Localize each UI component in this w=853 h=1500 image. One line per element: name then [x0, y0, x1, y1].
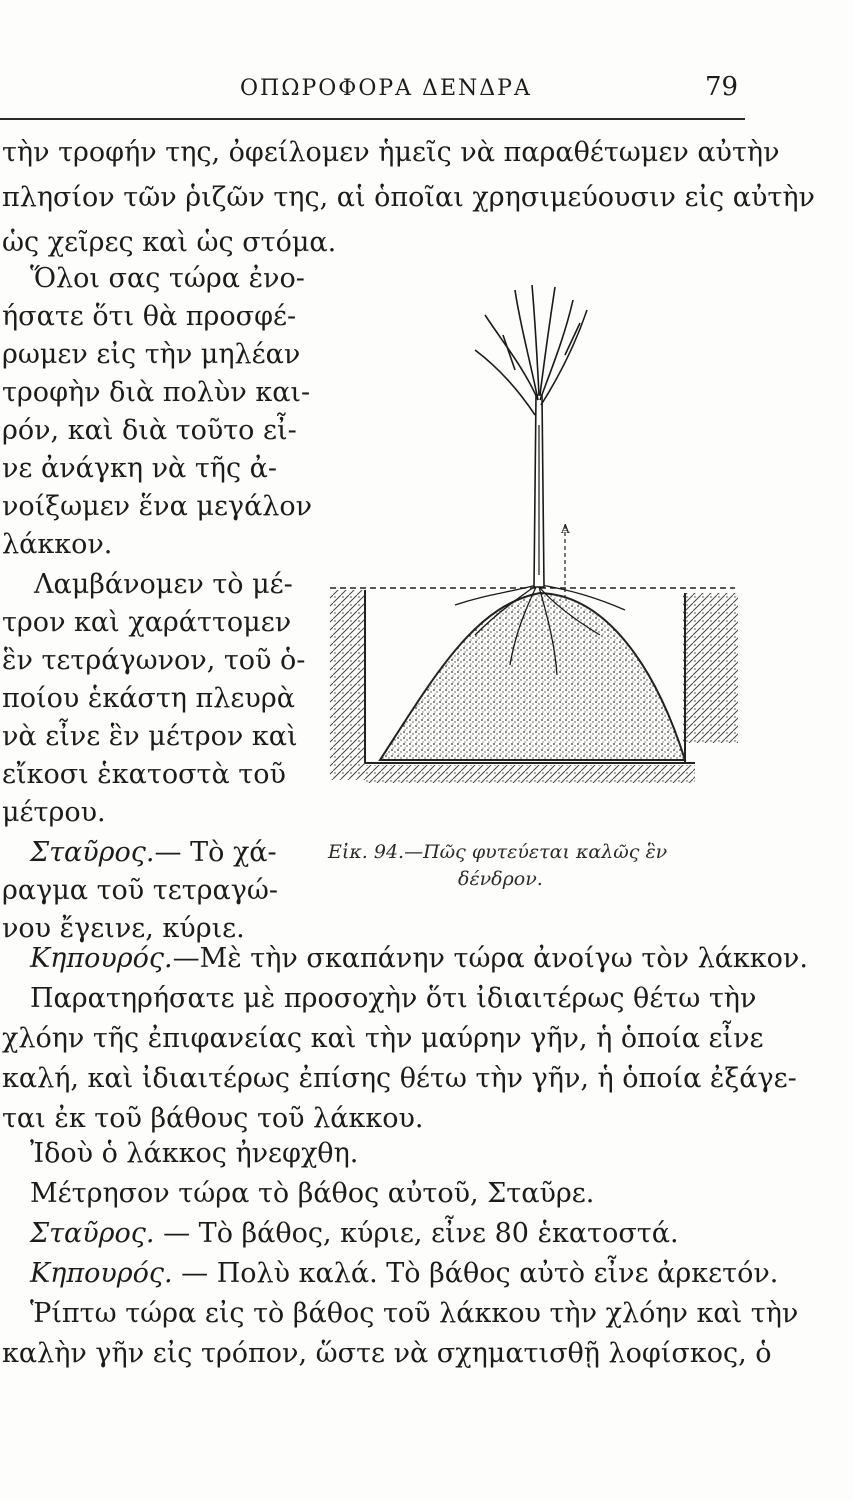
text-line: ται ἐκ τοῦ βάθους τοῦ λάκκου. — [2, 1103, 424, 1134]
text-line: μέτρου. — [2, 797, 106, 828]
text-line: τρον καὶ χαράττομεν — [2, 607, 292, 638]
text-line: νοίξωμεν ἕνα μεγάλον — [2, 491, 313, 522]
soil-mound — [380, 593, 685, 760]
text-line: Ῥίπτω τώρα εἰς τὸ βάθος τοῦ λάκκου τὴν χλόην καὶ τὴν — [30, 1298, 799, 1329]
text-line: ραγμα τοῦ τετραγώ- — [2, 875, 279, 906]
header-rule — [0, 118, 745, 120]
figure-label: A — [561, 522, 570, 536]
dialogue-text: — Τὸ χά- — [154, 837, 277, 868]
text-line: Ἰδοὺ ὁ λάκκος ἠνεφχθη. — [30, 1138, 359, 1169]
dialogue-line — [30, 942, 808, 976]
text-line: τὴν τροφήν της, ὀφείλομεν ἡμεῖς νὰ παραθέτωμεν αὐτὴν — [2, 137, 780, 168]
tree-branches — [475, 285, 587, 415]
speaker-name: Σταῦρος. — [30, 1218, 155, 1249]
dialogue-line — [30, 1217, 679, 1251]
figure-caption: Εἰκ. 94.—Πῶς φυτεύεται καλῶς ἓν — [328, 841, 668, 863]
text-line: εἴκοσι ἑκατοστὰ τοῦ — [2, 759, 286, 790]
speaker-name: Κηπουρός. — [30, 943, 173, 974]
text-line: ὡς χεῖρες καὶ ὡς στόμα. — [2, 227, 337, 258]
text-line: νὰ εἶνε ἓν μέτρον καὶ — [2, 721, 298, 752]
text-line: ήσατε ὅτι θὰ προσφέ- — [2, 301, 297, 332]
dialogue-text: —Μὲ τὴν σκαπάνην τώρα ἀνοίγω τὸν λάκκον. — [172, 943, 808, 974]
text-line: ρόν, καὶ διὰ τοῦτο εἶ- — [2, 415, 297, 446]
text-line: καλὴν γῆν εἰς τρόπον, ὥστε νὰ σχηματισθῇ λοφίσκος, ὁ — [2, 1338, 772, 1369]
pit-floor — [365, 765, 695, 783]
text-line: λάκκον. — [2, 529, 113, 560]
pit-wall-right — [683, 593, 738, 743]
dialogue-line — [30, 836, 277, 870]
pit-wall-left — [330, 590, 365, 780]
text-line: χλόην τῆς ἐπιφανείας καὶ τὴν μαύρην γῆν, ἡ ὁποία εἶνε — [2, 1023, 764, 1054]
figure-caption-continued: δένδρον. — [458, 868, 543, 890]
text-line: ρωμεν εἰς τὴν μηλέαν — [2, 339, 301, 370]
dialogue-text: — Πολὺ καλά. Τὸ βάθος αὐτὸ εἶνε ἀρκετόν. — [172, 1258, 779, 1289]
dialogue-text: — Τὸ βάθος, κύριε, εἶνε 80 ἑκατοστά. — [154, 1218, 679, 1249]
text-line: Παρατηρήσατε μὲ προσοχὴν ὅτι ἰδιαιτέρως θέτω τὴν — [30, 983, 757, 1014]
text-line: ποίου ἑκάστη πλευρὰ — [2, 683, 295, 714]
tree-planting-illustration — [325, 275, 745, 805]
speaker-name: Κηπουρός. — [30, 1258, 173, 1289]
text-line: Μέτρησον τώρα τὸ βάθος αὐτοῦ, Σταῦρε. — [30, 1178, 595, 1209]
text-line: τροφὴν διὰ πολὺν και- — [2, 377, 311, 408]
text-line: νε ἀνάγκη νὰ τῆς ἀ- — [2, 453, 278, 484]
page-number: 79 — [705, 72, 739, 102]
text-line: Ὅλοι σας τώρα ἐνο- — [30, 263, 305, 294]
text-line: νου ἔγεινε, κύριε. — [2, 913, 245, 944]
text-line: πλησίον τῶν ῥιζῶν της, αἱ ὁποῖαι χρησιμεύουσιν εἰς αὐτὴν — [2, 182, 815, 213]
running-header-title: ΟΠΩΡΟΦΟΡΑ ΔΕΝΔΡΑ — [240, 76, 532, 101]
speaker-name: Σταῦρος. — [30, 837, 155, 868]
text-line: Λαμβάνομεν τὸ μέ- — [34, 569, 293, 600]
text-line: ἓν τετράγωνον, τοῦ ὁ- — [2, 645, 306, 676]
text-line: καλή, καὶ ἰδιαιτέρως ἐπίσης θέτω τὴν γῆν, ἡ ὁποία ἐξάγε- — [2, 1063, 797, 1094]
dialogue-line — [30, 1257, 778, 1291]
